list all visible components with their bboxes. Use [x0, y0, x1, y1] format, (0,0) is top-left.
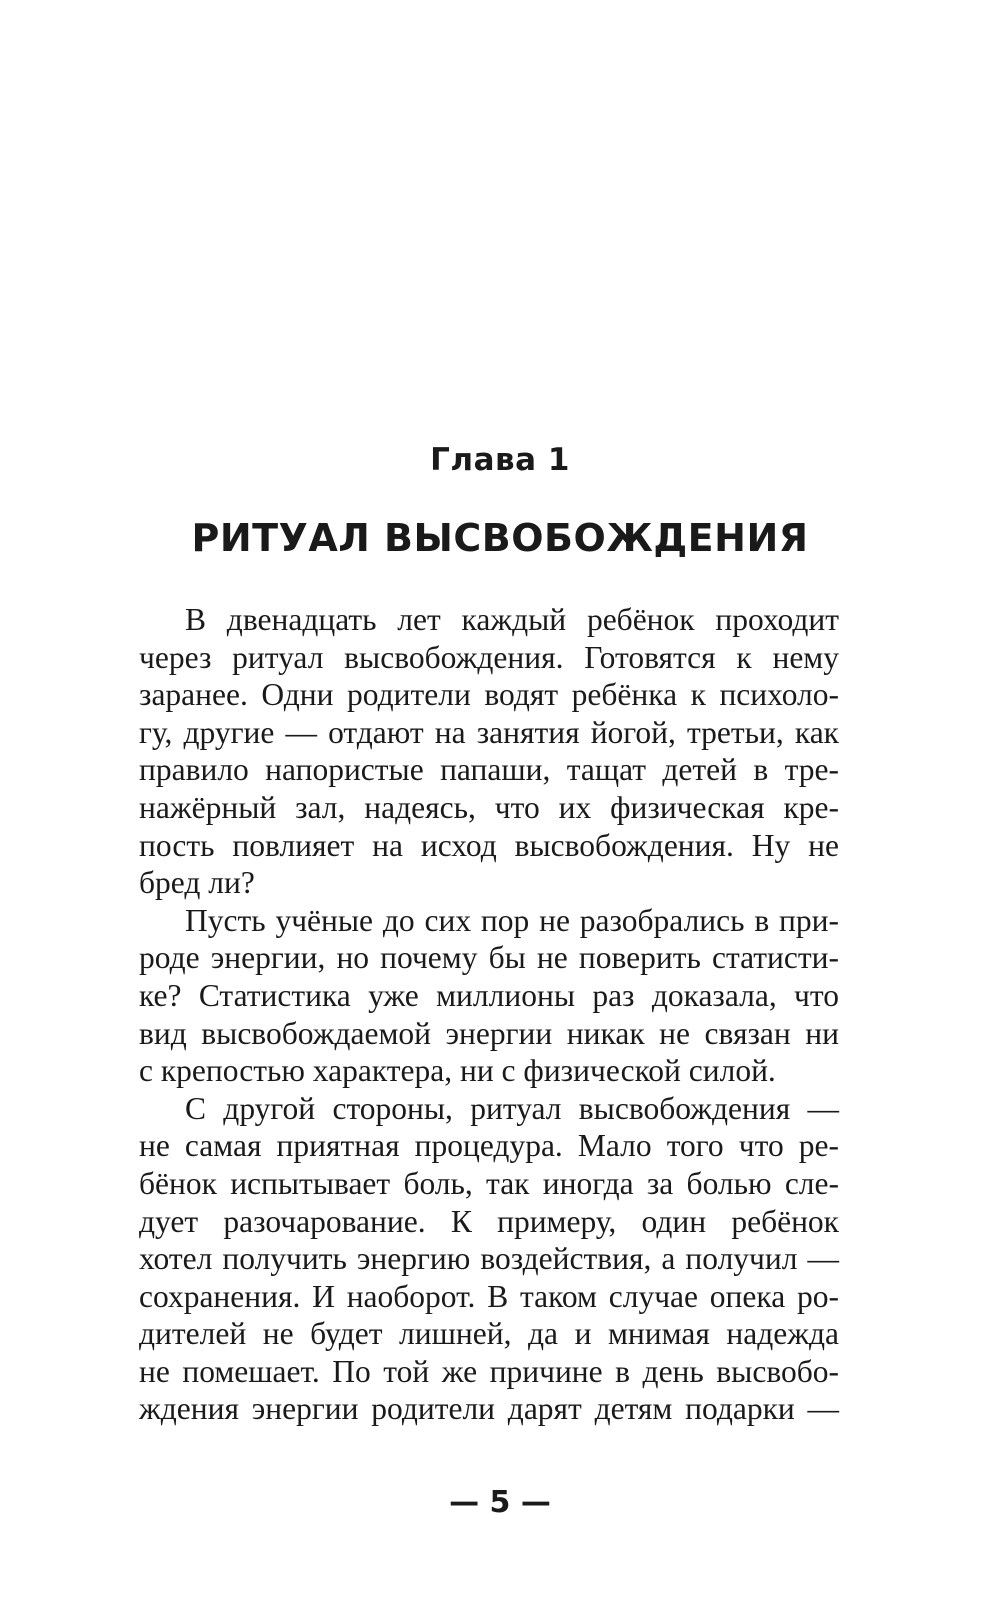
text-line: с крепостью характера, ни с физической силой.: [139, 1053, 776, 1089]
body-text: [139, 601, 839, 1428]
text-line: гу, другие — отдают на занятия йогой, третьи, как: [139, 714, 839, 750]
text-line: Пусть учёные до сих пор не разобрались в при-: [185, 902, 839, 938]
text-line: бёнок испытывает боль, так иногда за болью сле-: [139, 1165, 839, 1201]
text-line: не помешает. По той же причине в день высвобо-: [139, 1353, 839, 1389]
page-number: — 5 —: [449, 1485, 551, 1520]
text-line: бред ли?: [139, 865, 255, 901]
text-line: роде энергии, но почему бы не поверить статисти-: [139, 940, 839, 976]
text-line: дует разочарование. К примеру, один ребёнок: [139, 1203, 839, 1239]
text-line: хотел получить энергию воздействия, а получил —: [139, 1241, 839, 1277]
text-line: правило напористые папаши, тащат детей в тре-: [139, 752, 839, 788]
text-line: ке? Статистика уже миллионы раз доказала, что: [139, 977, 839, 1013]
text-line: дителей не будет лишней, да и мнимая надежда: [139, 1316, 839, 1352]
text-line: не самая приятная процедура. Мало того что ре-: [139, 1128, 839, 1164]
chapter-title: РИТУАЛ ВЫСВОБОЖДЕНИЯ: [191, 516, 809, 560]
text-line: нажёрный зал, надеясь, что их физическая кре-: [139, 789, 839, 825]
text-line: заранее. Одни родители водят ребёнка к психоло-: [139, 677, 839, 713]
text-line: вид высвобождаемой энергии никак не связан ни: [139, 1015, 839, 1051]
text-line: сохранения. И наоборот. В таком случае опека ро-: [139, 1278, 839, 1314]
chapter-label: Глава 1: [430, 442, 570, 478]
text-line: пость повлияет на исход высвобождения. Ну не: [139, 827, 839, 863]
text-line: через ритуал высвобождения. Готовятся к нему: [139, 639, 839, 675]
text-line: С другой стороны, ритуал высвобождения —: [185, 1090, 839, 1126]
text-line: В двенадцать лет каждый ребёнок проходит: [185, 602, 839, 637]
text-line: ждения энергии родители дарят детям подарки —: [139, 1391, 839, 1427]
